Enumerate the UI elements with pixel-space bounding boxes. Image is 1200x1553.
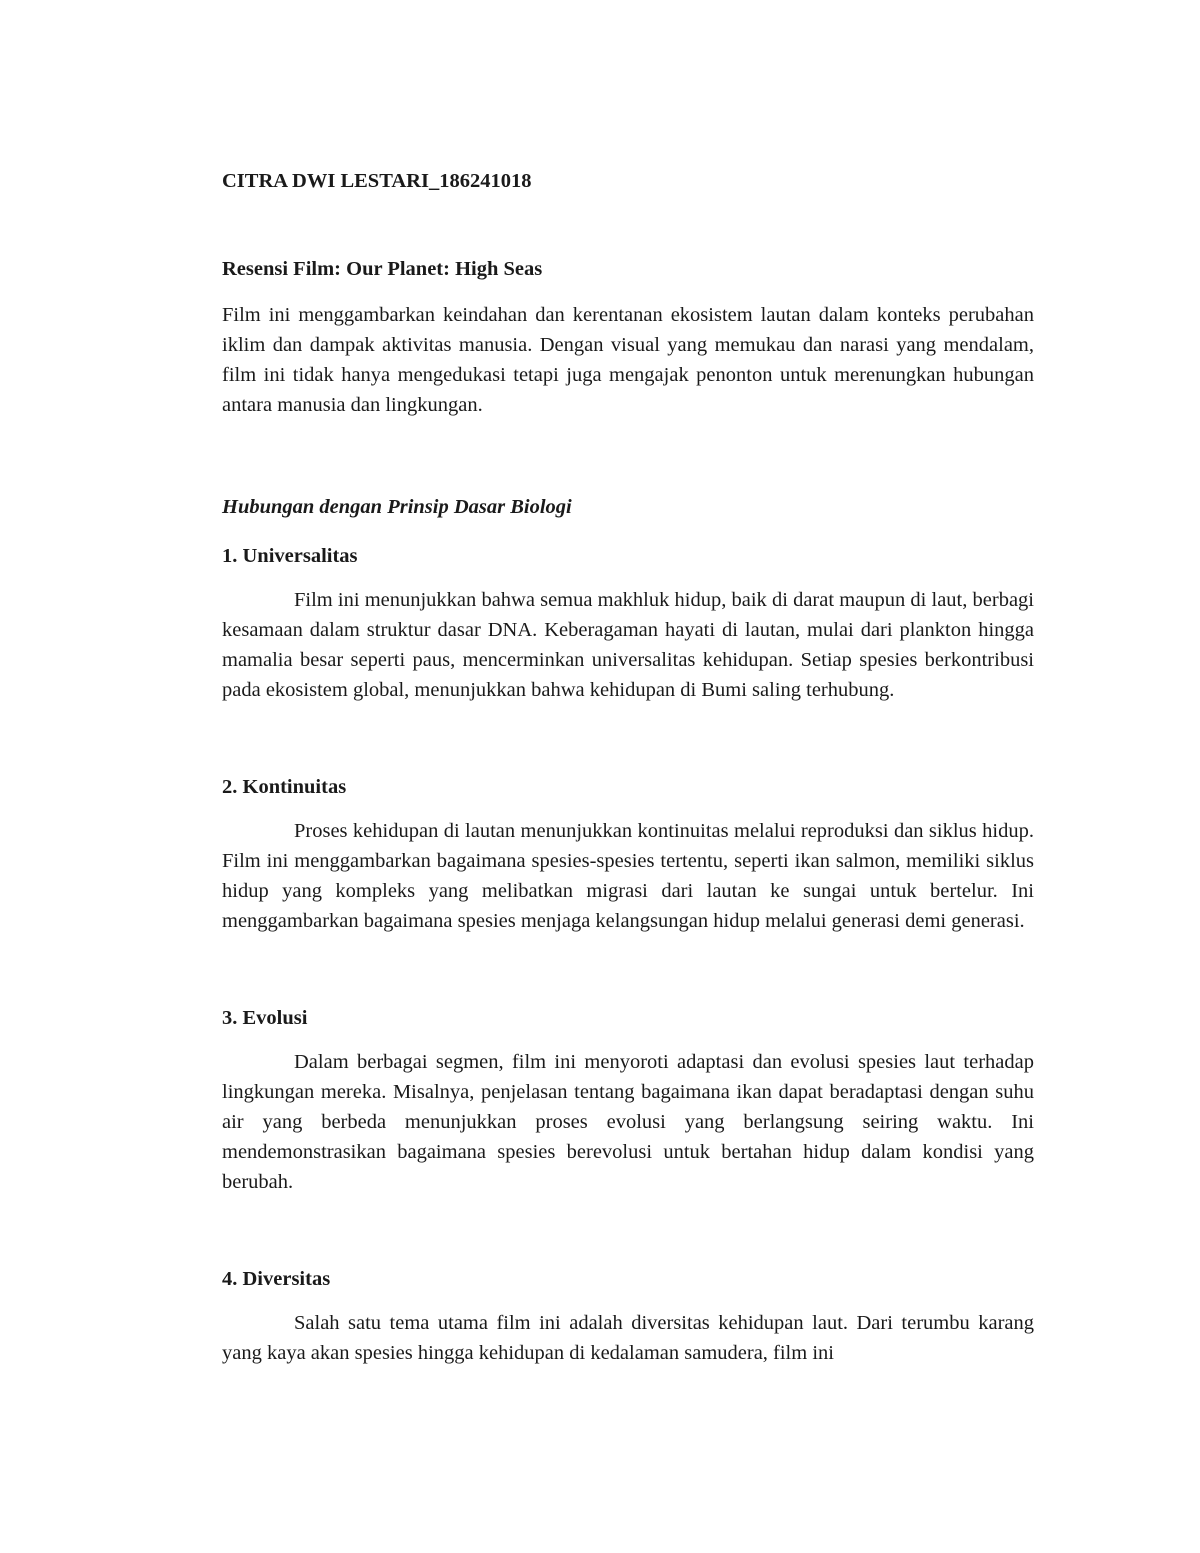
section-heading-diversitas: 4. Diversitas [222,1268,331,1290]
review-title: Resensi Film: Our Planet: High Seas [222,258,543,280]
section-heading-evolusi: 3. Evolusi [222,1007,308,1029]
document-page [222,166,1034,1368]
principles-heading: Hubungan dengan Prinsip Dasar Biologi [222,496,572,518]
section-body-diversitas: Salah satu tema utama film ini adalah diversitas kehidupan laut. Dari terumbu karang yang kaya akan spesies hingga kehidupan di kedalaman samudera, film ini [222,1312,1034,1364]
section-heading-kontinuitas: 2. Kontinuitas [222,776,347,798]
section-body-universalitas: Film ini menunjukkan bahwa semua makhluk hidup, baik di darat maupun di laut, berbagi kesamaan dalam struktur dasar DNA. Keberagaman hayati di lautan, mulai dari plankton hingga mamalia besar seperti paus, mencerminkan universalitas kehidupan. Setiap spesies berkontribusi pada ekosistem global, menunjukkan bahwa kehidupan di Bumi saling terhubung. [222,589,1034,701]
section-body-evolusi: Dalam berbagai segmen, film ini menyoroti adaptasi dan evolusi spesies laut terhadap lingkungan mereka. Misalnya, penjelasan tentang bagaimana ikan dapat beradaptasi dengan suhu air yang berbeda menunjukkan proses evolusi yang berlangsung seiring waktu. Ini mendemonstrasikan bagaimana spesies berevolusi untuk bertahan hidup dalam kondisi yang berubah. [222,1051,1034,1193]
section-heading-universalitas: 1. Universalitas [222,545,358,567]
intro-paragraph: Film ini menggambarkan keindahan dan kerentanan ekosistem lautan dalam konteks perubahan iklim dan dampak aktivitas manusia. Dengan visual yang memukau dan narasi yang mendalam, film ini tidak hanya mengedukasi tetapi juga mengajak penonton untuk merenungkan hubungan antara manusia dan lingkungan. [222,304,1034,416]
section-body-kontinuitas: Proses kehidupan di lautan menunjukkan kontinuitas melalui reproduksi dan siklus hidup. Film ini menggambarkan bagaimana spesies-spesies tertentu, seperti ikan salmon, memiliki siklus hidup yang kompleks yang melibatkan migrasi dari lautan ke sungai untuk bertelur. Ini menggambarkan bagaimana spesies menjaga kelangsungan hidup melalui generasi demi generasi. [222,820,1034,932]
author-line: CITRA DWI LESTARI_186241018 [222,170,532,192]
